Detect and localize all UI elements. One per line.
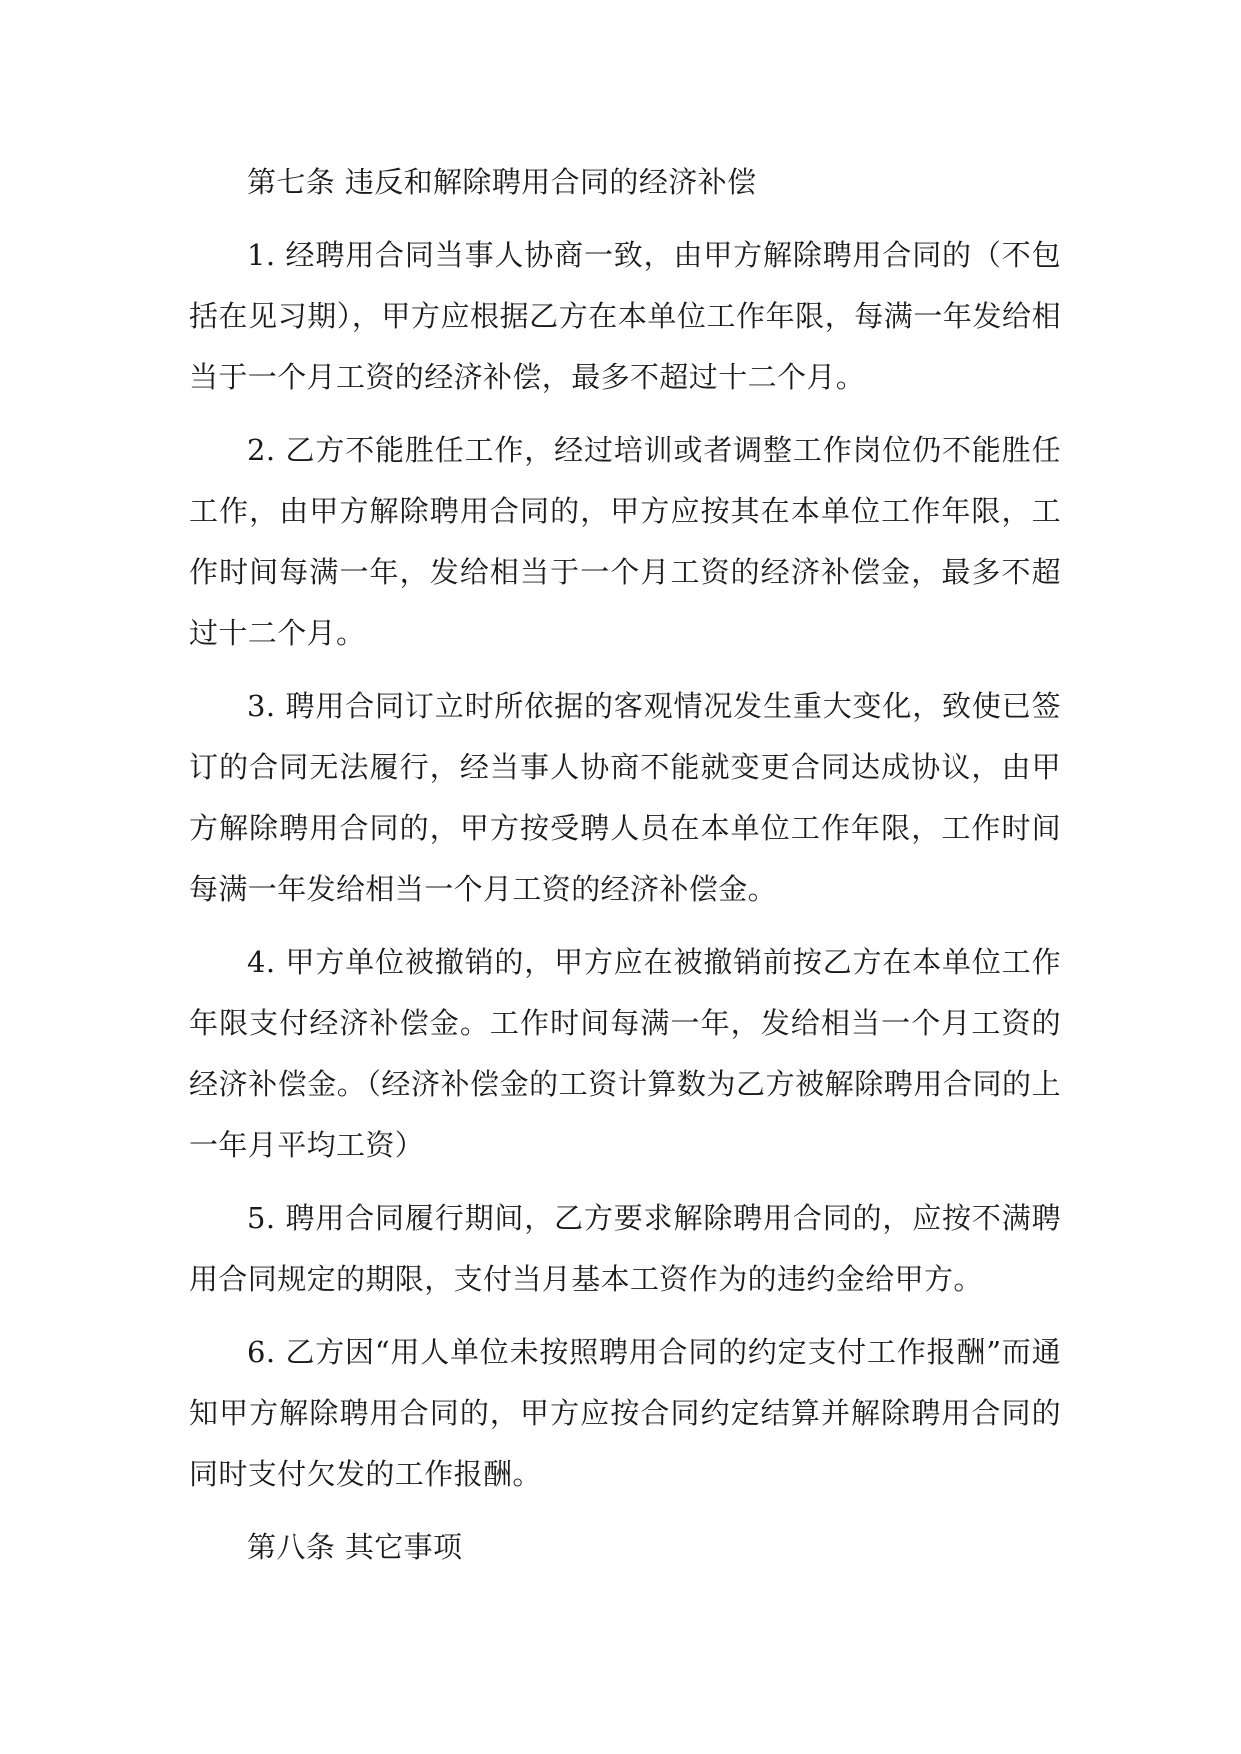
document-body bbox=[189, 152, 1061, 1590]
article-7-item-6: 6. 乙方因“用人单位未按照聘用合同的约定支付工作报酬”而通知甲方解除聘用合同的，甲方应按合同约定结算并解除聘用合同的同时支付欠发的工作报酬。 bbox=[189, 1335, 1061, 1491]
article-8-heading: 第八条 其它事项 bbox=[247, 1530, 463, 1564]
article-7-heading: 第七条 违反和解除聘用合同的经济补偿 bbox=[247, 165, 757, 199]
article-7-item-5: 5. 聘用合同履行期间，乙方要求解除聘用合同的，应按不满聘用合同规定的期限，支付当月基本工资作为的违约金给甲方。 bbox=[189, 1201, 1061, 1296]
article-7-item-1: 1. 经聘用合同当事人协商一致，由甲方解除聘用合同的（不包括在见习期），甲方应根据乙方在本单位工作年限，每满一年发给相当于一个月工资的经济补偿，最多不超过十二个月。 bbox=[189, 238, 1061, 394]
article-7-item-4: 4. 甲方单位被撤销的，甲方应在被撤销前按乙方在本单位工作年限支付经济补偿金。工作时间每满一年，发给相当一个月工资的经济补偿金。（经济补偿金的工资计算数为乙方被解除聘用合同的上一年月平均工资） bbox=[189, 945, 1061, 1162]
article-7-item-2: 2. 乙方不能胜任工作，经过培训或者调整工作岗位仍不能胜任工作，由甲方解除聘用合同的，甲方应按其在本单位工作年限，工作时间每满一年，发给相当于一个月工资的经济补偿金，最多不超过十二个月。 bbox=[189, 433, 1061, 650]
article-7-item-3: 3. 聘用合同订立时所依据的客观情况发生重大变化，致使已签订的合同无法履行，经当事人协商不能就变更合同达成协议，由甲方解除聘用合同的，甲方按受聘人员在本单位工作年限，工作时间每满一年发给相当一个月工资的经济补偿金。 bbox=[189, 689, 1061, 906]
